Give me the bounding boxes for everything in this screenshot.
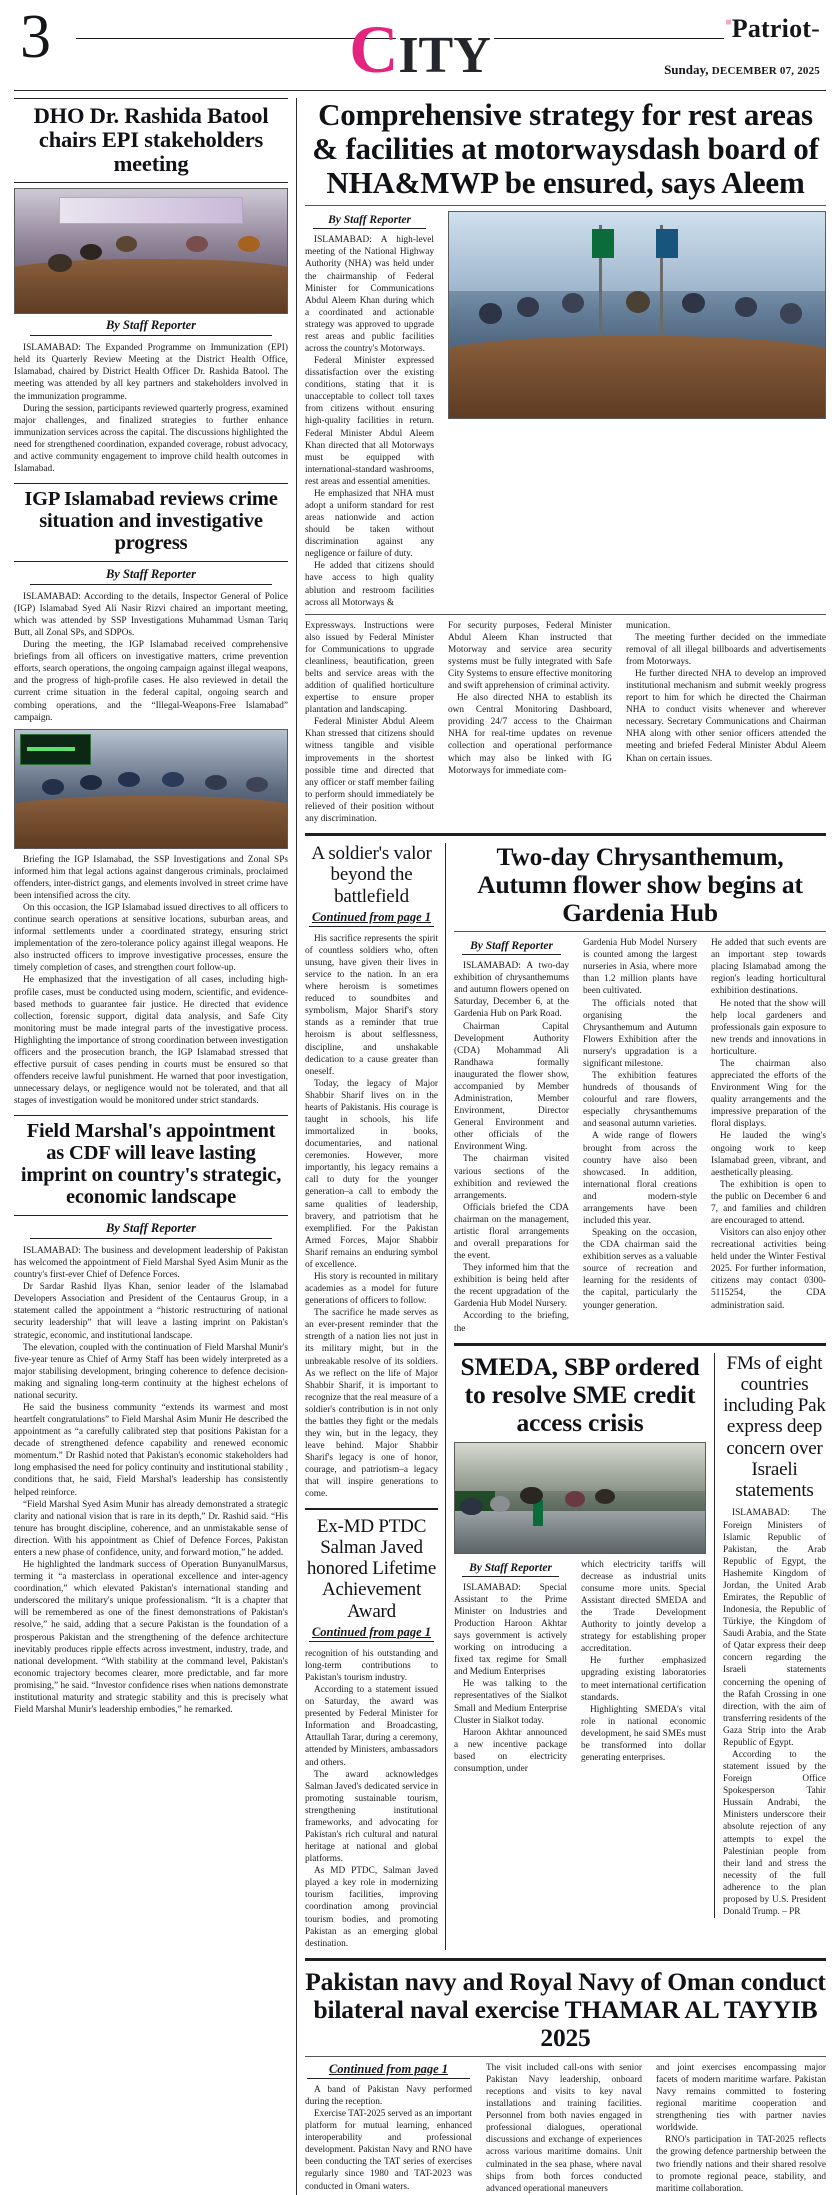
article-fm-eight-countries-headline: FMs of eight countries including Pak express deep concern over Israeli statements [723, 1352, 826, 1502]
paragraph: They informed him that the exhibition is being held after the recent upgradation of the Gardenia Hub Model Nursery. [454, 1263, 569, 1310]
article-fm-eight-countries-body [723, 1507, 826, 1918]
paragraph: The elevation, coupled with the continuation of Field Marshal Munir's five-year tenure as Chief of Army Staff has been widely interpreted as a major stabilising development, bringing coherence to defence decision-making and signaling long-term continuity at the highest echelons of national security. [14, 1342, 288, 1401]
paragraph: He further emphasized upgrading existing laboratories to meet international certification standards. [581, 1656, 706, 1703]
article-field-marshal-cdf-body [14, 1245, 288, 1716]
paragraph: Officials briefed the CDA chairman on the management, artistic floral arrangements and overall preparations for the event. [454, 1202, 569, 1262]
article-flower-show-byline: By Staff Reporter [462, 940, 561, 955]
paragraph: Federal Minister Abdul Aleem Khan stressed that citizens should witness tangible and visible improvements in the shortest possible time and directed that any officer or staff member failing to perform should immediately be relieved of their position without any discrimination. [305, 717, 434, 824]
paragraph: ISLAMABAD: According to the details, Inspector General of Police (IGP) Islamabad Syed Ali Nasir Rizvi chaired an important meeting, which was attended by SSP Investigations Muhammad Usman Tariq Butt, all Zonal SPs, and SDPOs. [14, 591, 288, 639]
photo-person [565, 1491, 585, 1506]
photo-person [490, 1496, 510, 1513]
paragraph: recognition of his outstanding and long-term contributions to Pakistan's tourism industry. [305, 1648, 438, 1683]
paragraph: Gardenia Hub Model Nursery is counted among the largest nurseries in Asia, where more than 1.2 million plants have been cultivated. [583, 938, 697, 997]
article-igp-crime-body-top [14, 591, 288, 724]
paragraph: According to the statement issued by the Foreign Office Spokesperson Tahir Hussain Andrabi, the Ministers underscore their absolute rejection of any attempts to expel the Palestinian people from their land and stress the necessity of the full adherence to the plan proposed by U.S. President Donald Trump. – PR [723, 1750, 826, 1918]
photo-igp-meeting [14, 729, 288, 849]
paragraph: He added that citizens should have access to high quality ablution and restroom facilities across all Motorways & [305, 561, 434, 608]
rule [305, 205, 826, 206]
paragraph: ISLAMABAD: The business and development leadership of Pakistan has welcomed the appointment of Field Marshal Syed Asim Munir as the country's first-ever Chief of Defence Forces. [14, 1246, 288, 1281]
paragraph: The exhibition features hundreds of thousands of colourful and rare flowers, especially chrysanthemums and seasonal autumn varieties. [583, 1071, 697, 1130]
paragraph: The exhibition is open to the public on December 6 and 7, and families and children are encouraged to attend. [711, 1179, 826, 1226]
paragraph: RNO's participation in TAT-2025 reflects the growing defence partnership between the two friendly nations and their shared resolve to promote regional peace, stability, and maritime collaboration. [656, 2135, 826, 2194]
photo-wall [455, 1443, 705, 1491]
article-field-marshal-cdf-headline: Field Marshal's appointment as CDF will leave lasting imprint on country's strategic, economic landscape [14, 1115, 288, 1216]
photo-person [517, 297, 540, 318]
photo-smeda-meeting [454, 1442, 706, 1554]
paragraph: The award acknowledges Salman Javed's dedicated service in promoting sustainable tourism, strengthening institutional frameworks, and advocating for Pakistan's rich cultural and natural heritage at national and global platforms. [305, 1769, 438, 1865]
article-igp-crime-body-bottom [14, 854, 288, 1108]
paragraph: Haroon Akhtar announced a new incentive package based on electricity consumption, under [454, 1727, 567, 1774]
photo-person [42, 779, 64, 794]
article-dho-epi-body [14, 342, 288, 475]
flower-col-3 [704, 937, 826, 1334]
lower-section [454, 1353, 826, 1919]
page-grid [14, 98, 826, 2195]
article-flower-show [454, 843, 826, 1335]
paragraph: He highlighted the landmark success of Operation BunyanulMarsus, terming it “a masterclass in operational excellence and inter-agency coordination,” which elevated Pakistan's international standing and underscored the military's unique professionalism. “It is a chapter that will be remembered as one of the finest demonstrations of Pakistan's resolve,” he said, adding that a secure Pakistan is the foundation of a prosperous Pakistan and the strengthening of the defence architecture inevitably produces ripple effects across investment, industry, trade, and national development. “With stability at the command level, Pakistan's economic trajectory becomes clearer, more predictable, and far more promising,” he said. “Investor confidence rises when nations demonstrate institutional maturity and strategic stability and this is precisely what Field Marshal Munir's leadership embodies,” he remarked. [14, 1560, 288, 1715]
paragraph: He also directed NHA to establish its own Central Monitoring Dashboard, providing 24/7 access to the Chairman NHA for real-time updates on revenue collection and operational performance which may also be linked with IG Motorways for immediate com- [448, 693, 612, 776]
article-soldier-valor-body [305, 933, 438, 1501]
article-dho-epi-headline: DHO Dr. Rashida Batool chairs EPI stakeholders meeting [14, 98, 288, 183]
left-column [14, 98, 296, 2195]
main-column [296, 98, 826, 2195]
photo-person [162, 772, 184, 787]
photo-table [454, 1511, 706, 1553]
paragraph: ISLAMABAD: The Expanded Programme on Immunization (EPI) held its Quarterly Review Meeting at the District Health Office, Islamabad, chaired by District Health Officer Dr. Rashida Batool. The meeting was attended by all key partners and stakeholders involved in the immunization programme. [14, 343, 288, 402]
paragraph: The sacrifice he made serves as an ever-present reminder that the strength of a nation lies not just in its military might, but in the unbreakable resolve of its soldiers. As we reflect on the life of Major Shabbir Sharif, it is important to recognize that the real measure of a soldier's contribution is in not only the battles they fight or the medals they win, but in the legacy, they leave behind. Major Shabbir Sharif's legacy is one of honor, courage, and patriotism–a legacy that will inspire generations to come. [305, 1308, 438, 1500]
section-title-cap: C [349, 11, 399, 87]
photo-person [562, 293, 585, 314]
article-dho-epi-byline: By Staff Reporter [30, 318, 272, 336]
smeda-col-2 [574, 1559, 706, 1775]
paragraph: He added that such events are an important step towards placing Islamabad among the region's leading horticultural exhibition destinations. [711, 938, 826, 997]
article-smeda-byline: By Staff Reporter [462, 1562, 559, 1577]
dateline-day: Sunday, [664, 62, 709, 77]
paragraph: He further directed NHA to develop an improved institutional mechanism and submit weekly progress report to him for which he directed the Chairman NHA to conduct visits whenever and wherever necessary. Secretary Communications and Chairman NHA along with other senior officers attended the meeting and briefed Federal Minister Abdul Aleem Khan on certain issues. [626, 669, 826, 764]
flower-col-2 [576, 937, 704, 1334]
article-ptdc-award-continued: Continued from page 1 [309, 1625, 434, 1642]
flower-col-1 [454, 937, 576, 1334]
paragraph: According to the briefing, the [454, 1311, 569, 1334]
photo-flag [656, 229, 679, 258]
article-soldier-valor [305, 843, 445, 1950]
masthead [14, 0, 826, 92]
paragraph: munication. [626, 620, 671, 631]
photo-person [246, 777, 268, 792]
paragraph: A band of Pakistan Navy performed during the reception. [305, 2084, 472, 2107]
photo-person [735, 297, 758, 318]
article-ptdc-award [305, 1516, 438, 1950]
article-navy-exercise-headline: Pakistan navy and Royal Navy of Oman conduct bilateral naval exercise THAMAR AL TAYYIB 2025 [305, 1966, 826, 2052]
photo-person [186, 236, 208, 252]
lead-continuation-columns [305, 620, 826, 825]
paragraph: ISLAMABAD: A two-day exhibition of chrysanthemums and autumn flowers opened on Saturday, December 6, at the Gardenia Hub on Park Road. [454, 961, 569, 1020]
article-field-marshal-cdf-byline: By Staff Reporter [30, 1221, 272, 1239]
paragraph: Briefing the IGP Islamabad, the SSP Investigations and Zonal SPs informed him that legal actions against dangerous criminals, proclaimed offenders, inter-district gangs, and elements involved in street crime have been intensified across the city. [14, 854, 288, 901]
photo-person [80, 775, 102, 790]
article-soldier-valor-headline: A soldier's valor beyond the battlefield [311, 843, 432, 907]
article-ptdc-award-headline: Ex-MD PTDC Salman Javed honored Lifetime Achievement Award [306, 1515, 437, 1622]
photo-screen-bar [27, 747, 75, 752]
paragraph: Highlighting SMEDA's vital role in national economic development, he said SMEs must be transformed into dollar generating enterprises. [581, 1704, 706, 1763]
paragraph: and joint exercises encompassing major facets of modern maritime warfare. Pakistan Navy remains committed to fostering regional maritime cooperation and strengthening ties with partner navies worldwide. [656, 2062, 826, 2134]
lead-col-3 [441, 620, 619, 825]
masthead-bottom-rule [14, 90, 826, 91]
brand-dash: - [811, 14, 820, 43]
photo-banner [59, 197, 244, 224]
navy-col-1 [305, 2062, 479, 2195]
paragraph: For security purposes, Federal Minister Abdul Aleem Khan instructed that Motorway and service area security systems must be fully integrated with Safe City Systems to ensure effective monitoring and swift apprehension of criminal activity. [448, 620, 612, 692]
photo-table [448, 336, 826, 418]
paragraph: According to a statement issued on Saturday, the award was presented by Federal Minister for Information and Broadcasting, Attaullah Tarar, during a ceremony, attended by Ministers, ambassadors and others. [305, 1685, 438, 1768]
photo-desk-flag [533, 1500, 543, 1526]
mid-section-right [445, 843, 826, 1950]
article-ptdc-award-body [305, 1648, 438, 1950]
paragraph: ISLAMABAD: Special Assistant to the Prime Minister on Industries and Production Haroon Akhtar says government is actively working on introducing a fixed tax regime for Small and Medium Enterprises [454, 1582, 567, 1678]
photo-person [479, 303, 502, 324]
paragraph: The visit included call-ons with senior Pakistan Navy leadership, onboard receptions and visits to key naval installations and training facilities. Personnel from both navies engaged in professional dialogues, operational discussions and exchange of experiences across various maritime domains. Unit culminated in the sea phase, where naval ships from both forces conducted advanced operational maneuvers [486, 2062, 642, 2194]
smeda-col-1-body [454, 1582, 567, 1775]
paragraph: He lauded the wing's ongoing work to keep Islamabad green, vibrant, and aesthetically pleasing. [711, 1131, 826, 1178]
article-nha-lead-headline: Comprehensive strategy for rest areas & facilities at motorwaysdash board of NHA&MWP be ensured, says Aleem [312, 97, 819, 201]
paragraph: The chairman also appreciated the efforts of the Environment Wing for the quality arrangements and the impressive preparation of the floral displays. [711, 1058, 826, 1130]
navy-col-2 [479, 2062, 649, 2195]
brand-name: Patriot [731, 14, 812, 43]
paragraph: During the meeting, the IGP Islamabad received comprehensive briefings from all officers on investigative matters, crime prevention efforts, search operations, the ongoing campaign against illegal weapons, and the progress of high-profile cases. He also reviewed in detail the current crime situation in the federal capital, ongoing search and combing operations, and the “Illegal-Weapons-Free Islamabad” campaign. [14, 640, 288, 723]
article-dho-epi [14, 98, 288, 475]
lead-col-2 [305, 620, 441, 825]
photo-backdrop [449, 212, 825, 290]
paragraph: He was talking to the representatives of the Sialkot Small and Medium Enterprise Cluster in Sialkot today. [454, 1679, 567, 1726]
paragraph: The chairman visited various sections of the exhibition and reviewed the arrangements. [454, 1154, 569, 1201]
lead-col-4 [619, 620, 826, 825]
paragraph: His story is recounted in military academies as a model for future generations of officers to follow. [305, 1272, 438, 1307]
article-flower-show-headline: Two-day Chrysanthemum, Autumn flower show begins at Gardenia Hub [477, 842, 803, 928]
photo-nha-meeting-content [449, 212, 825, 418]
article-smeda-headline: SMEDA, SBP ordered to resolve SME credit access crisis [460, 1351, 700, 1437]
photo-table [14, 796, 288, 848]
paragraph: Chairman Capital Development Authority (CDA) Mohammad Ali Randhawa formally inaugurated the flower show, accompanied by Member Administration, Member Environment, Director General Environment and other officials of the Environment Wing. [454, 1021, 569, 1153]
section-divider [305, 1958, 826, 1961]
paragraph: Expressways. Instructions were also issued by Federal Minister for Communications to upgrade cleanliness, beautification, green belts and service areas with the addition of qualified horticulture expertise to ensure proper plantation and landscaping. [305, 620, 434, 716]
article-field-marshal-cdf [14, 1115, 288, 1716]
article-nha-lead [305, 98, 826, 825]
photo-flag [592, 229, 615, 258]
flower-col-1-body [454, 960, 569, 1334]
paragraph: which electricity tariffs will decrease as industrial units consume more units. Special Assistant directed SMEDA and the Trade Development Authority to jointly develop a strategy for establishing proper accreditation. [581, 1559, 706, 1655]
article-igp-crime-byline: By Staff Reporter [30, 567, 272, 585]
article-soldier-valor-continued: Continued from page 1 [309, 910, 434, 927]
paragraph: His sacrifice represents the spirit of countless soldiers who, often unsung, have given their lives in service to the nation. In an era where heroism is sometimes reduced to soundbites and symbolism, Major Sharif's story stands as a reminder that true heroism is about selflessness, discipline, and unshakable dedication to a cause greater than oneself. [305, 933, 438, 1077]
paragraph: Visitors can also enjoy other recreational activities being held under the Winter Festival 2025. For further information, citizens may contact 0300-5115254, the CDA administration said. [711, 1228, 826, 1311]
smeda-col-1 [454, 1559, 574, 1775]
photo-person [118, 772, 140, 787]
article-navy-exercise-continued: Continued from page 1 [307, 2062, 470, 2079]
paragraph: He emphasized that NHA must adopt a uniform standard for rest areas nationwide and action should be taken without discrimination against any negligence or failure of duty. [305, 488, 434, 560]
section-divider [454, 1343, 826, 1346]
paragraph: The officials noted that organising the Chrysanthemum and Autumn Flowers Exhibition after the nursery's upgradation is a significant milestone. [583, 998, 697, 1069]
photo-person [682, 293, 705, 314]
paragraph: Dr Sardar Rashid Ilyas Khan, senior leader of the Islamabad Developers Association and President of the Centaurus Group, in a statement called the appointment a “historic restructuring of national security leadership” that will leave a lasting imprint on Pakistan's strategic, economic, and institutional landscape. [14, 1282, 288, 1341]
paragraph: On this occasion, the IGP Islamabad issued directives to all officers to continue search operations at sensitive locations, suburban areas, and informal settlements under a coordinated strategy, ensuring strict implementation of the zero-tolerance policy against illegal weapons. He also instructed officers to improve investigative processes, ensure the timely completion of cases, and strengthen court follow-up. [14, 902, 288, 974]
navy-col-1-body [305, 2084, 472, 2193]
rule [305, 614, 826, 615]
paragraph: ISLAMABAD: The Foreign Ministers of Islamic Republic of Pakistan, the Arab Republic of Egypt, the Hashemite Kingdom of Jordan, the United Arab Emirates, the Republic of Indonesia, the Republic of Türkiye, the Kingdom of Saudi Arabia, and the State of Qatar express their deep concern regarding the Israeli statements concerning the opening of the Rafah Crossing in one direction, with the aim of transferring residents of the Gaza Strip into the Arab Republic of Egypt. [723, 1508, 826, 1748]
paragraph: He emphasized that the investigation of all cases, including high-profile cases, must be conducted using modern, scientific, and evidence-based methods to guarantee fair justice. He directed that evidence collection, forensic support, digital data analysis, and Safe City monitoring must be made integral parts of the investigative process. Highlighting the importance of strong coordination between investigation officers and the prosecution branch, the IGP Islamabad stressed that effective pursuit of cases pending in courts must be ensured so that offenders receive lawful punishment. He warned that poor investigation, unnecessary delays, or negligence would not be tolerated, and that all stages of investigation would be monitored under strict standards. [14, 975, 288, 1107]
paragraph: He said the business community “extends its warmest and most heartfelt congratulations” to Field Marshal Asim Munir He described the appointment as “a carefully calibrated step that positions Pakistan for a decade of strengthened defence capability and renewed economic momentum.” Dr Rashid noted that Pakistan's economic stakeholders had long emphasised the need for policy continuity and institutional stability , conditions that, he said, Field Marshal's leadership has consistently helped reinforce. [14, 1403, 288, 1498]
paragraph: Federal Minister expressed dissatisfaction over the existing conditions, stating that it is unacceptable to collect toll taxes from citizens without ensuring high-quality facilities in return. Federal Minister Abdul Aleem Khan directed that all Motorways must be equipped with international-standard washrooms, rest areas and essential amenities. [305, 356, 434, 487]
lead-col-1 [305, 211, 441, 608]
paragraph: Today, the legacy of Major Shabbir Sharif lives on in the hearts of Pakistanis. His courage is taught in schools, his life immortalized in books, documentaries, and national ceremonies. However, more importantly, his legacy remains a call to duty for the younger generation–a call to embody the same qualities of leadership, bravery, and patriotism that he exemplified. For the Pakistan Armed Forces, Major Shabbir Sharif remains an enduring symbol of excellence. [305, 1078, 438, 1270]
article-igp-crime [14, 483, 288, 1107]
rule [454, 931, 826, 932]
photo-screen [20, 734, 91, 765]
rule [305, 2056, 826, 2057]
photo-person [205, 775, 227, 790]
brand-logo [726, 14, 820, 44]
paragraph: Exercise TAT-2025 served as an important platform for mutual learning, enhanced interoperability and professional development. Pakistan Navy and RNO have been conducting the TAT series of exercises regularly since 1980 and TAT-2023 was conducted in Omani waters. [305, 2109, 472, 2192]
lead-col-1-body [305, 234, 434, 608]
paragraph: A wide range of flowers brought from across the country have also been showcased. In addition, international floral creations and modern-style arrangements have been included this year. [583, 1131, 697, 1226]
article-smeda [454, 1353, 714, 1919]
paragraph: Speaking on the occasion, the CDA chairman said the exhibition serves as a valuable source of recreation and learning for the residents of the capital, particularly the younger generation. [583, 1228, 697, 1311]
photo-person [520, 1487, 543, 1505]
mid-section [305, 843, 826, 1950]
lead-photo-wrap [441, 211, 826, 608]
photo-person [80, 244, 102, 260]
paragraph: He noted that the show will help local gardeners and professionals gain exposure to new trends and innovations in horticulture. [711, 998, 826, 1057]
photo-nha-meeting [448, 211, 826, 419]
photo-person [595, 1489, 615, 1504]
photo-epi-meeting [14, 188, 288, 314]
paragraph: As MD PTDC, Salman Javed played a key role in modernizing tourism facilities, improving coordination among provincial tourism bodies, and promoting Pakistan as an emerging global destination. [305, 1866, 438, 1949]
photo-igp-meeting-content [15, 730, 287, 848]
section-divider [305, 833, 826, 836]
page-number: 3 [20, 3, 50, 71]
dateline [664, 62, 820, 78]
paragraph: “Field Marshal Syed Asim Munir has already demonstrated a strategic clarity and national vision that is rare in its depth,” Dr. Rashid said. “His tenure has brought discipline, coherence, and an unmistakable sense of direction. With his appointment as Chief of Defence Forces, Pakistan enters a new phase of confidence, unity, and forward motion,” he added. [14, 1499, 288, 1558]
navy-col-3 [649, 2062, 826, 2195]
section-title-rest: ITY [398, 27, 491, 84]
paragraph: ISLAMABAD: A high-level meeting of the National Highway Authority (NHA) was held under the chairmanship of Federal Minister for Communications Abdul Aleem Khan during which a coordinated and actionable strategy was approved to upgrade rest areas and public facilities across the country's Motorways. [305, 235, 434, 354]
article-igp-crime-headline: IGP Islamabad reviews crime situation and investigative progress [14, 483, 288, 562]
photo-epi-meeting-content [15, 189, 287, 313]
rule [305, 1508, 438, 1510]
article-navy-exercise [305, 1968, 826, 2195]
dateline-date: DECEMBER 07, 2025 [711, 65, 820, 77]
paragraph: During the session, participants reviewed quarterly progress, examined major challenges, and finalized strategies to further enhance immunization services across the capital. The discussions highlighted the need for strengthened coordination, expanded coverage, robust advocacy, and active community engagement to improve child health outcomes in Islamabad. [14, 403, 288, 474]
brand-tick-icon: ■ [725, 17, 732, 28]
paragraph: The meeting further decided on the immediate removal of all illegal billboards and advertisements from Motorways. [626, 632, 826, 667]
photo-person [116, 236, 138, 252]
photo-person [238, 236, 260, 252]
photo-person [626, 291, 650, 314]
article-fm-eight-countries [714, 1353, 826, 1919]
photo-person [460, 1498, 483, 1516]
article-nha-lead-byline: By Staff Reporter [313, 214, 426, 229]
photo-person [780, 303, 803, 324]
photo-smeda-meeting-content [455, 1443, 705, 1553]
